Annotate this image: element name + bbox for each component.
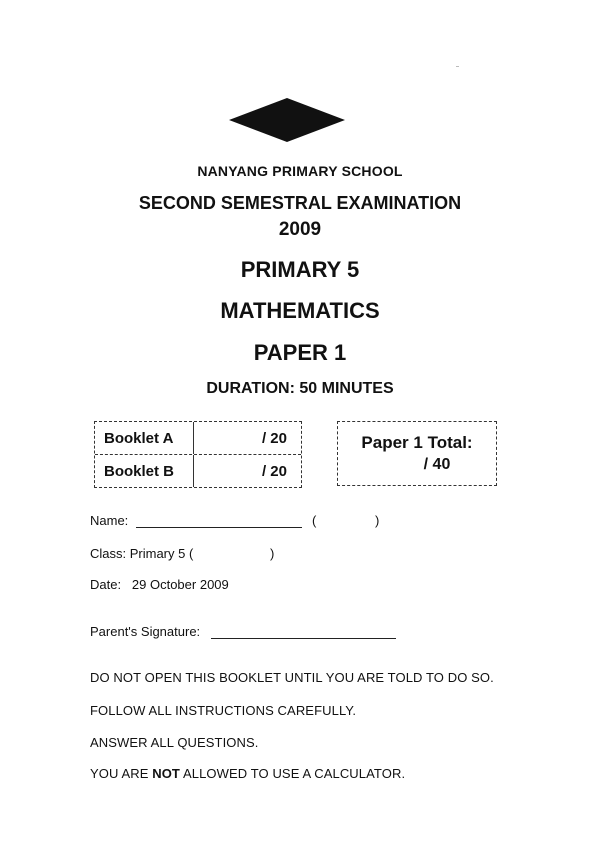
index-paren-close: ) <box>375 513 380 528</box>
exam-year: 2009 <box>278 219 322 240</box>
signature-underline <box>211 638 396 639</box>
paper-total-label: Paper 1 Total: <box>361 433 473 452</box>
instruction-emphasis: NOT <box>152 766 180 781</box>
column-divider <box>193 422 194 454</box>
column-divider <box>193 455 194 487</box>
paper-total-box <box>337 421 497 486</box>
booklet-label: Booklet B <box>104 463 175 480</box>
class-paren-close: ) <box>270 546 275 561</box>
booklet-score: / 20 <box>261 463 287 480</box>
name-label: Name: <box>90 513 129 528</box>
school-name: NANYANG PRIMARY SCHOOL <box>197 163 403 179</box>
signature-label: Parent's Signature: <box>90 624 201 639</box>
level-title: PRIMARY 5 <box>240 257 360 282</box>
class-label: Class: Primary 5 ( <box>90 546 194 561</box>
instruction-text: ALLOWED TO USE A CALCULATOR. <box>179 766 406 781</box>
paper-title: PAPER 1 <box>253 340 347 365</box>
instruction-text: YOU ARE <box>90 766 153 781</box>
duration-text: DURATION: 50 MINUTES <box>206 380 394 397</box>
instruction-line: ANSWER ALL QUESTIONS. <box>90 735 259 750</box>
name-underline <box>136 527 302 528</box>
instruction-line-calculator <box>90 766 405 781</box>
paper-total-value: / 40 <box>423 456 451 473</box>
booklet-score-table <box>94 421 302 488</box>
booklet-label: Booklet A <box>104 430 174 447</box>
index-paren-open: ( <box>312 513 317 528</box>
diamond-logo-icon <box>228 97 346 143</box>
scan-speck <box>456 66 459 67</box>
booklet-score: / 20 <box>261 430 287 447</box>
instruction-line: DO NOT OPEN THIS BOOKLET UNTIL YOU ARE TOLD TO DO SO. <box>90 670 494 685</box>
exam-title: SECOND SEMESTRAL EXAMINATION <box>138 193 462 213</box>
date-label: Date: 29 October 2009 <box>90 577 229 592</box>
subject-title: MATHEMATICS <box>220 298 380 323</box>
booklet-row <box>95 422 301 455</box>
instruction-line: FOLLOW ALL INSTRUCTIONS CAREFULLY. <box>90 703 357 718</box>
booklet-row <box>95 455 301 487</box>
